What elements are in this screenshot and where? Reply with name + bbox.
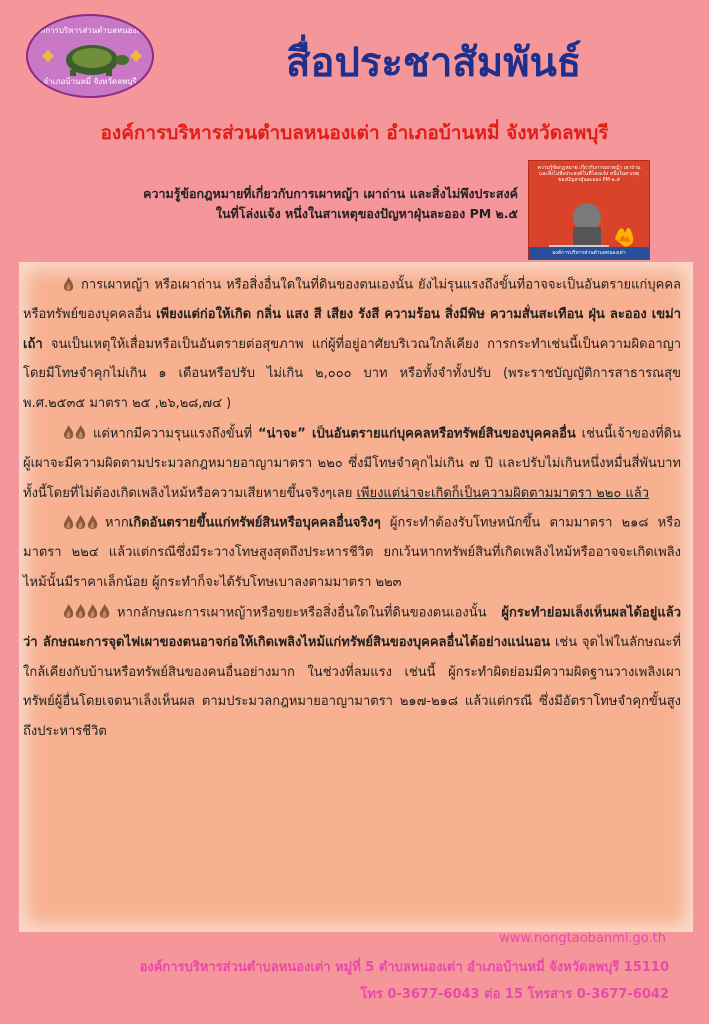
fire-icon [75,425,86,441]
logo-text-bottom: อำเภอบ้านหมี่ จังหวัดลพบุรี [43,77,137,86]
thumbnail-footer: องค์การบริหารส่วนตำบลหนองเต่า [529,247,649,259]
paragraph-3-rest: ผู้กระทำต้องรับโทษหนักขึ้น ตามมาตรา ๒๑๘ หรือมาตรา ๒๒๔ แล้วแต่กรณีซึ่งมีระวางโทษสูงสุดถึงประหารชีวิต ยกเว้นหากทรัพย์สินที่เกิดเพลิงไหม้หรืออาจจะเกิดเพลิงไหม้นั้นมีราคาเล็กน้อย ผู้กระทำก็จะได้รับโทษเบาลงตามมาตรา ๒๒๓ [23,515,681,591]
footer-phone: โทร 0-3677-6043 ต่อ 15 โทรสาร 0-3677-6042 [360,987,669,1002]
paragraph-4 [23,598,681,747]
fire-icon [87,515,98,531]
intro-heading [60,184,518,224]
paragraph-2-underline: เพียงแต่น่าจะเกิดก็เป็นความผิดตามมาตรา ๒๒๐ แล้ว [356,485,650,501]
page-title: สื่อประชาสัมพันธ์ [286,40,582,86]
paragraph-1-rest: จนเป็นเหตุให้เสื่อมหรือเป็นอันตรายต่อสุขภาพ แก่ผู้ที่อยู่อาศัยบริเวณใกล้เคียง การกระทำเช่นนี้เป็นความผิดอาญา โดยมีโทษจำคุกไม่เกิน ๑ เดือนหรือปรับ ไม่เกิน ๒,๐๐๐ บาท หรือทั้งจำทั้งปรับ (พระราชบัญญัติการสาธารณสุข พ.ศ.๒๕๓๕ มาตรา ๒๕ ,๒๖,๒๘,๗๔ ) [23,336,681,412]
paragraph-4-bold: ผู้กระทำย่อมเล็งเห็นผลได้อยู่แล้วว่า ลักษณะการจุดไฟเผาของตนอาจก่อให้เกิดเพลิงไหม้แก่ทรัพย์สินของบุคคลอื่นได้อย่างแน่นอน [23,605,681,650]
fire-icon [63,604,74,620]
content-box [19,262,693,932]
organization-subtitle: องค์การบริหารส่วนตำบลหนองเต่า อำเภอบ้านหมี่ จังหวัดลพบุรี [100,122,609,144]
fire-icon-group [63,508,99,538]
paragraph-2-rest: เช่นนี้เจ้าของที่ดินผู้เผาจะมีความผิดตามประมวลกฎหมายอาญามาตรา ๒๒๐ ซึ่งมีโทษจำคุกไม่เกิน ๗ ปี และปรับไม่เกินหนึ่งหมื่นสี่พันบาท ทั้งนี้โดยที่ไม่ต้องเกิดเพลิงไหม้หรือความเสียหายขึ้นจริงๆเลย [23,426,681,501]
fire-icon [63,425,74,441]
paragraph-3 [23,508,681,597]
paragraph-3-pre: หาก [105,515,129,531]
fire-icon-group [63,419,87,449]
fire-icon-group [63,598,111,628]
fire-icon [75,604,86,620]
footer-address: องค์การบริหารส่วนตำบลหนองเต่า หมู่ที่ 5 ตำบลหนองเต่า อำเภอบ้านหมี่ จังหวัดลพบุรี 15110 [139,960,669,975]
paragraph-1-bold: เพียงแต่ก่อให้เกิด กลิ่น แสง สี เสียง รังสี ความร้อน สิ่งมีพิษ ความสั่นสะเทือน ฝุ่น ละออง เขม่า เถ้า [23,307,682,352]
burning-illustration-icon [529,161,650,260]
paragraph-2 [23,419,681,508]
paragraph-2-pre: แต่หากมีความรุนแรงถึงขั้นที่ [93,426,258,442]
paragraph-1-text: การเผาหญ้า หรือเผาถ่าน หรือสิ่งอื่นใดในที่ดินของตนเองนั้น ยังไม่รุนแรงถึงขั้นที่อาจจะเป็นอันตรายแก่บุคคลหรือทรัพย์ของบุคคลอื่น [23,277,681,323]
organization-logo [26,14,154,98]
paragraph-3-bold: เกิดอันตรายขึ้นแก่ทรัพย์สินหรือบุคคลอื่นจริงๆ [128,515,381,531]
intro-line-2: ในที่โล่งแจ้ง หนึ่งในสาเหตุของปัญหาฝุ่นละออง PM ๒.๕ [215,206,518,221]
paragraph-2-bold: “น่าจะ” เป็นอันตรายแก่บุคคลหรือทรัพย์สินของบุคคลอื่น [257,426,576,442]
paragraph-1 [23,270,681,419]
paragraph-4-pre: หากลักษณะการเผาหญ้าหรือขยะหรือสิ่งอื่นใดในที่ดินของตนเองนั้น [117,605,502,621]
paragraph-4-rest: เช่น จุดไฟในลักษณะที่ใกล้เคียงกับบ้านหรือทรัพย์สินของคนอื่นอย่างมาก ในช่วงที่ลมแรง เช่นนี้ ผู้กระทำผิดย่อมมีความผิดฐานวางเพลิงเผาทรัพย์ผู้อื่นโดยเจตนาเล็งเห็นผล ตามประมวลกฎหมายอาญามาตรา ๒๑๗-๒๑๘ แล้วแต่กรณี ซึ่งมีอัตราโทษจำคุกขั้นสูงถึงประหารชีวิต [23,634,681,739]
fire-icon [87,604,98,620]
fire-icon [99,604,110,620]
fire-icon [63,277,74,293]
intro-line-1: ความรู้ข้อกฎหมายที่เกี่ยวกับการเผาหญ้า เผาถ่าน และสิ่งไม่พึงประสงค์ [143,186,518,201]
fire-icon [75,515,86,531]
website-link[interactable]: www.nongtaobanmi.go.th [499,931,666,946]
fire-icon [63,515,74,531]
logo-text-top: องค์การบริหารส่วนตำบลหนองเต่า [31,26,149,35]
fire-icon-group [63,270,75,300]
poster-thumbnail [528,160,650,260]
thumbnail-caption: ความรู้ข้อกฎหมาย เกี่ยวกับการเผาหญ้า เผาถ่าน และสิ่งไม่พึงประสงค์ในที่โล่งแจ้ง หนึ่งในสาเหตุของปัญหาฝุ่นละออง PM ๒.๕ [537,165,641,183]
